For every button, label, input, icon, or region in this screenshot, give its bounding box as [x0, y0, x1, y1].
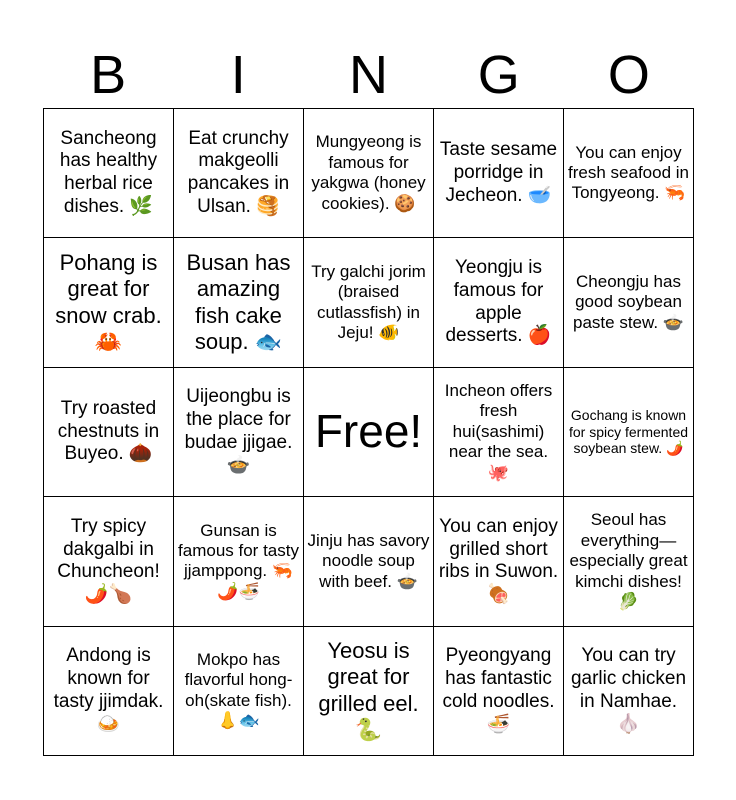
free-text: Free!	[314, 405, 423, 458]
bingo-cell[interactable]	[434, 497, 564, 626]
free-space[interactable]	[304, 368, 434, 497]
header-letter-n: N	[348, 45, 388, 105]
bingo-cell[interactable]	[174, 627, 304, 756]
cell-text: Pohang is great for snow crab. 🦀	[55, 249, 162, 354]
bingo-cell[interactable]	[174, 368, 304, 497]
bingo-cell[interactable]	[44, 497, 174, 626]
cell-text: You can try garlic chicken in Namhae. 🧄	[570, 645, 687, 735]
bingo-cell[interactable]	[304, 627, 434, 756]
cell-text: Sancheong has healthy herbal rice dishes. 🌿	[59, 127, 158, 217]
cell-text: You can enjoy grilled short ribs in Suwon. 🍖	[438, 515, 559, 606]
cell-text: Pyeongyang has fantastic cold noodles. 🍜	[442, 645, 555, 735]
cell-text: Uijeongbu is the place for budae jjigae. 🍲	[184, 386, 293, 476]
cell-text: Try galchi jorim (braised cutlassfish) in Jeju! 🐠	[311, 261, 426, 342]
bingo-cell[interactable]	[174, 238, 304, 367]
cell-text: Eat crunchy makgeolli pancakes in Ulsan. 🥞	[187, 127, 290, 217]
cell-text: Mokpo has flavorful hong-oh(skate fish). 👃🐟	[184, 650, 293, 731]
bingo-cell[interactable]	[304, 238, 434, 367]
bingo-cell[interactable]	[44, 627, 174, 756]
cell-text: Gochang is known for spicy fermented soybean stew. 🌶️	[568, 406, 689, 457]
bingo-cell[interactable]	[304, 109, 434, 238]
cell-text: You can enjoy fresh seafood in Tongyeong. 🦐	[568, 142, 689, 203]
cell-text: Busan has amazing fish cake soup. 🐟	[186, 249, 291, 354]
bingo-cell[interactable]	[174, 109, 304, 238]
bingo-cell[interactable]	[564, 109, 694, 238]
cell-text: Try spicy dakgalbi in Chuncheon! 🌶️🍗	[57, 515, 160, 606]
bingo-cell[interactable]	[304, 497, 434, 626]
header-letter-b: B	[90, 45, 127, 105]
bingo-cell[interactable]	[44, 238, 174, 367]
header-letter-i: I	[230, 45, 246, 105]
cell-text: Yeongju is famous for apple desserts. 🍎	[445, 257, 552, 347]
cell-text: Taste sesame porridge in Jecheon. 🥣	[439, 139, 558, 206]
header-letter-g: G	[477, 45, 520, 105]
cell-text: Jinju has savory noodle soup with beef. 🍲	[307, 530, 430, 591]
cell-text: Cheongju has good soybean paste stew. 🍲	[573, 272, 684, 332]
bingo-cell[interactable]	[44, 368, 174, 497]
bingo-cell[interactable]	[174, 497, 304, 626]
cell-text: Gunsan is famous for tasty jjamppong. 🦐🌶️🍜	[178, 520, 299, 601]
bingo-cell[interactable]	[564, 627, 694, 756]
bingo-cell[interactable]	[564, 497, 694, 626]
bingo-cell[interactable]	[44, 109, 174, 238]
bingo-cell[interactable]	[434, 627, 564, 756]
bingo-cell[interactable]	[564, 368, 694, 497]
bingo-cell[interactable]	[434, 368, 564, 497]
cell-text: Seoul has everything—especially great kimchi dishes! 🥬	[569, 510, 688, 611]
bingo-header	[43, 44, 694, 106]
header-letter-o: O	[607, 45, 650, 105]
bingo-board	[43, 108, 694, 756]
cell-text: Yeosu is great for grilled eel. 🐍	[318, 638, 419, 743]
bingo-cell[interactable]	[434, 238, 564, 367]
cell-text: Mungyeong is famous for yakgwa (honey cookies). 🍪	[311, 132, 426, 213]
cell-text: Incheon offers fresh hui(sashimi) near the sea. 🐙	[444, 381, 553, 482]
cell-text: Try roasted chestnuts in Buyeo. 🌰	[57, 397, 160, 465]
bingo-cell[interactable]	[434, 109, 564, 238]
cell-text: Andong is known for tasty jjimdak. 🍛	[53, 645, 164, 735]
bingo-cell[interactable]	[564, 238, 694, 367]
